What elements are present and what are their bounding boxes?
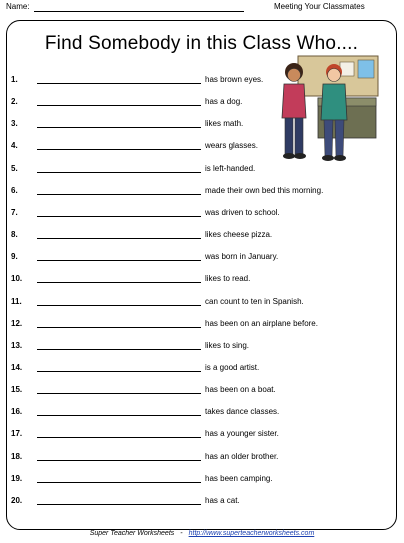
page-header	[6, 2, 400, 14]
list-item	[7, 252, 387, 266]
item-number: 6.	[11, 185, 18, 195]
item-number: 15.	[11, 385, 23, 395]
name-blank-line[interactable]	[37, 327, 201, 328]
name-blank-line[interactable]	[37, 83, 201, 84]
item-number: 3.	[11, 119, 18, 129]
list-item	[7, 186, 387, 200]
girl-face	[288, 69, 301, 82]
list-item	[7, 363, 387, 377]
name-blank-line[interactable]	[37, 105, 201, 106]
item-text: was born in January.	[205, 252, 279, 262]
list-item	[7, 474, 387, 488]
item-text: has an older brother.	[205, 451, 279, 461]
item-number: 12.	[11, 318, 23, 328]
item-text: can count to ten in Spanish.	[205, 296, 304, 306]
item-number: 20.	[11, 495, 23, 505]
name-field[interactable]	[34, 11, 244, 12]
item-text: has been on an airplane before.	[205, 318, 318, 328]
item-number: 2.	[11, 97, 18, 107]
item-number: 1.	[11, 75, 18, 84]
name-blank-line[interactable]	[37, 216, 201, 217]
item-text: has a cat.	[205, 495, 240, 505]
list-item	[7, 452, 387, 466]
name-blank-line[interactable]	[37, 149, 201, 150]
name-blank-line[interactable]	[37, 172, 201, 173]
item-number: 8.	[11, 230, 18, 240]
classmates-illustration	[278, 48, 380, 166]
poster-icon	[358, 60, 374, 78]
item-text: made their own bed this morning.	[205, 185, 324, 195]
item-number: 5.	[11, 163, 18, 173]
list-item	[7, 341, 387, 355]
item-number: 19.	[11, 473, 23, 483]
boy-face	[328, 69, 341, 82]
name-blank-line[interactable]	[37, 282, 201, 283]
girl-shirt	[282, 84, 306, 118]
footer-separator: -	[180, 530, 183, 537]
name-blank-line[interactable]	[37, 460, 201, 461]
item-number: 18.	[11, 451, 23, 461]
footer-link[interactable]: http://www.superteacherworksheets.com	[188, 530, 315, 537]
item-number: 4.	[11, 141, 18, 151]
name-blank-line[interactable]	[37, 482, 201, 483]
item-number: 10.	[11, 274, 23, 284]
item-text: has been on a boat.	[205, 385, 276, 395]
boy-leg	[324, 120, 333, 156]
item-text: has a younger sister.	[205, 429, 279, 439]
list-item	[7, 274, 387, 288]
girl-shoe	[283, 153, 295, 159]
girl-shoe	[294, 153, 306, 159]
name-blank-line[interactable]	[37, 504, 201, 505]
name-blank-line[interactable]	[37, 437, 201, 438]
worksheet-title: Find Somebody in this Class Who....	[44, 33, 359, 54]
boy-shirt	[321, 84, 347, 120]
name-blank-line[interactable]	[37, 127, 201, 128]
name-blank-line[interactable]	[37, 194, 201, 195]
name-blank-line[interactable]	[37, 238, 201, 239]
name-blank-line[interactable]	[37, 260, 201, 261]
boy-shoe	[334, 155, 346, 161]
item-text: likes cheese pizza.	[205, 230, 273, 240]
girl-leg	[285, 118, 293, 154]
name-blank-line[interactable]	[37, 393, 201, 394]
list-item	[7, 385, 387, 399]
item-number: 13.	[11, 340, 23, 350]
item-text: takes dance classes.	[205, 407, 280, 417]
item-text: is a good artist.	[205, 362, 260, 372]
item-text: has been camping.	[205, 473, 273, 483]
item-number: 16.	[11, 407, 23, 417]
boy-leg	[335, 120, 344, 156]
item-text: has a dog.	[205, 97, 243, 107]
girl-leg	[295, 118, 303, 154]
item-number: 9.	[11, 252, 18, 262]
name-blank-line[interactable]	[37, 305, 201, 306]
item-text: likes to sing.	[205, 340, 250, 350]
page-footer	[0, 530, 404, 537]
boy-shoe	[322, 155, 334, 161]
name-blank-line[interactable]	[37, 415, 201, 416]
poster-icon	[340, 62, 354, 76]
header-title: Meeting Your Classmates	[274, 2, 365, 11]
item-number: 7.	[11, 207, 18, 217]
list-item	[7, 496, 387, 510]
item-text: is left-handed.	[205, 163, 256, 173]
item-text: has brown eyes.	[205, 75, 264, 84]
list-item	[7, 407, 387, 421]
name-blank-line[interactable]	[37, 349, 201, 350]
item-text: likes math.	[205, 119, 244, 129]
name-blank-line[interactable]	[37, 371, 201, 372]
list-item	[7, 429, 387, 443]
item-number: 14.	[11, 362, 23, 372]
footer-brand: Super Teacher Worksheets	[89, 530, 175, 537]
item-number: 11.	[11, 296, 22, 306]
item-text: was driven to school.	[205, 207, 280, 217]
list-item	[7, 208, 387, 222]
item-text: wears glasses.	[205, 141, 258, 151]
list-item	[7, 297, 387, 311]
item-number: 17.	[11, 429, 23, 439]
name-label: Name:	[6, 2, 30, 11]
list-item	[7, 319, 387, 333]
item-text: likes to read.	[205, 274, 251, 284]
list-item	[7, 230, 387, 244]
